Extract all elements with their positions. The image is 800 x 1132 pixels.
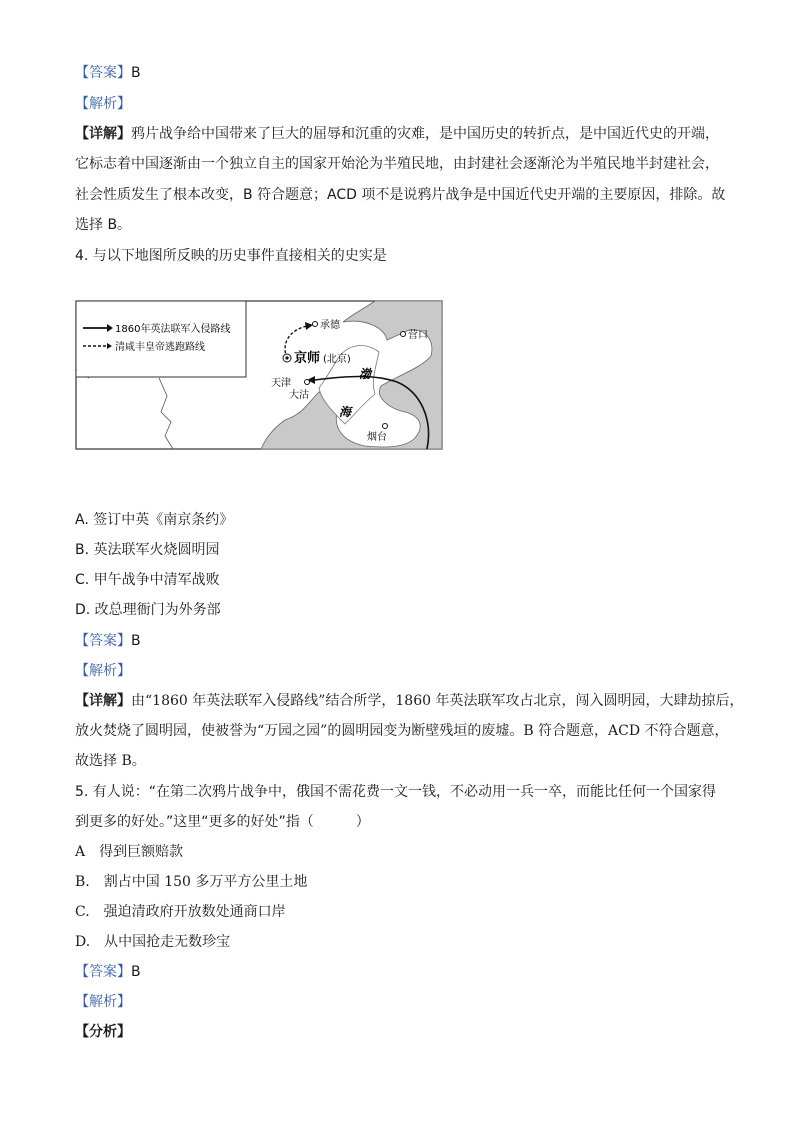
yingkou-marker <box>401 332 406 337</box>
q4-option-d: D. 改总理衙门为外务部 <box>75 602 221 618</box>
q4-option-c: C. 甲午战争中清军战败 <box>75 572 220 588</box>
q4-detail-line-3: 故选择 B。 <box>75 753 146 769</box>
q3-detail-line-2: 它标志着中国逐渐由一个独立自主的国家开始沦为半殖民地，由封建社会逐渐沦为半殖民地半封建社会， <box>75 156 719 172</box>
q4-option-a: A. 签订中英《南京条约》 <box>75 512 234 528</box>
q4-question: 4. 与以下地图所反映的历史事件直接相关的史实是 <box>75 248 387 264</box>
historical-map <box>75 300 443 450</box>
detail-tag: 【详解】 <box>75 126 131 142</box>
place-tianjin: 天津 <box>271 378 291 389</box>
place-beijing: (北京) <box>323 354 351 365</box>
q5-analysis-tag: 【解析】 <box>75 994 131 1010</box>
q5-option-b: B. 割占中国 150 多万平方公里土地 <box>75 874 308 890</box>
legend-dashed-label: 清咸丰皇帝逃跑路线 <box>115 342 205 353</box>
q5-option-c: C. 强迫清政府开放数处通商口岸 <box>75 904 286 920</box>
detail-text: 由“1860 年英法联军入侵路线”结合所学，1860 年英法联军攻占北京，闯入圆明园，大肆劫掠后， <box>131 693 744 709</box>
tianjin-marker <box>305 380 310 385</box>
detail-tag: 【详解】 <box>75 693 131 709</box>
q4-detail-line-1 <box>75 691 743 711</box>
q3-analysis-tag: 【解析】 <box>75 96 131 112</box>
legend-solid-label: 1860年英法联军入侵路线 <box>115 324 231 335</box>
detail-text: 鸦片战争给中国带来了巨大的屈辱和沉重的灾难，是中国历史的转折点，是中国近代史的开端， <box>131 126 719 142</box>
place-yantai: 烟台 <box>367 432 387 443</box>
q4-option-b: B. 英法联军火烧圆明园 <box>75 542 220 558</box>
answer-value: B <box>131 633 141 649</box>
sea-hai: 海 <box>339 405 352 419</box>
q4-analysis-tag: 【解析】 <box>75 663 131 679</box>
sea-bo: 渤 <box>359 367 372 381</box>
q4-answer <box>75 631 141 651</box>
answer-value: B <box>131 65 141 81</box>
answer-tag: 【答案】 <box>75 964 131 980</box>
q3-detail-line-4: 选择 B。 <box>75 217 132 233</box>
yantai-marker <box>383 424 388 429</box>
q3-detail-line-3: 社会性质发生了根本改变，B 符合题意；ACD 项不是说鸦片战争是中国近代史开端的主要原因，排除。故 <box>75 187 726 203</box>
q5-analysis2-tag: 【分析】 <box>75 1024 131 1040</box>
place-yingkou: 营口 <box>408 330 428 341</box>
q5-answer <box>75 962 141 982</box>
q3-answer <box>75 63 141 83</box>
q3-detail-line-1 <box>75 124 719 144</box>
place-jingshi: 京师 <box>294 351 321 366</box>
chengde-marker <box>313 322 318 327</box>
answer-tag: 【答案】 <box>75 633 131 649</box>
q4-detail-line-2: 放火焚烧了圆明园，使被誉为“万园之园”的圆明园变为断壁残垣的废墟。B 符合题意，ACD 不符合题意， <box>75 723 729 739</box>
q5-question-line-1: 5. 有人说：“在第二次鸦片战争中，俄国不需花费一文一钱，不必动用一兵一卒，而能比任何一个国家得 <box>75 784 717 800</box>
answer-tag: 【答案】 <box>75 65 131 81</box>
q5-option-a: A 得到巨额赔款 <box>75 844 184 860</box>
q5-question-line-2: 到更多的好处。”这里“更多的好处”指（ ） <box>75 814 370 830</box>
place-chengde: 承德 <box>320 320 340 331</box>
place-dagu: 大沽 <box>289 390 309 401</box>
answer-value: B <box>131 964 141 980</box>
legend-box <box>76 301 246 377</box>
q5-option-d: D. 从中国抢走无数珍宝 <box>75 934 231 950</box>
